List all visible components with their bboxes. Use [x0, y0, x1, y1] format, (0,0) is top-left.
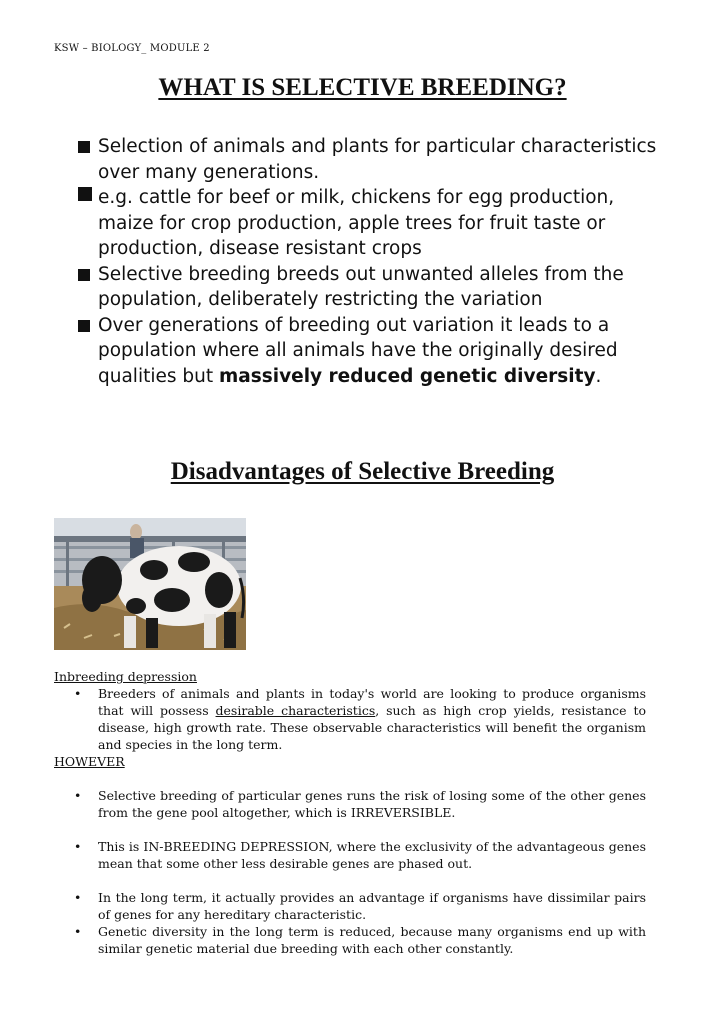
- list-item-text-end: , such as high crop yields, resistance to disease, high growth rate. These observable characteristics will benefit the organism and species in the long term.: [98, 703, 647, 752]
- inbreeding-section: [54, 668, 646, 957]
- list-item: [54, 787, 646, 821]
- list-item-text: Over generations of breeding out variation it leads to a population where all animals have the originally desired qualities but: [98, 314, 618, 387]
- list-item-text: Breeders of animals and plants in today's world are looking to produce organisms that will possess: [98, 686, 646, 718]
- bullet-dot-icon: •: [74, 788, 82, 803]
- list-item: [78, 262, 668, 313]
- square-bullet-icon: [78, 141, 90, 153]
- list-item: [54, 838, 646, 872]
- list-item-text: Selective breeding of particular genes runs the risk of losing some of the other genes from the gene pool altogether, which is IRREVERSIBLE.: [98, 788, 646, 820]
- bullet-dot-icon: •: [74, 839, 82, 854]
- list-item-text: e.g. cattle for beef or milk, chickens for egg production, maize for crop production, apple trees for fruit taste or production, disease resistant crops: [98, 187, 615, 259]
- list-item: [78, 185, 668, 262]
- list-item-text: Selective breeding breeds out unwanted alleles from the population, deliberately restricting the variation: [98, 263, 624, 310]
- however-label: HOWEVER: [54, 754, 125, 769]
- definition-list: [78, 134, 668, 389]
- section-title: Disadvantages of Selective Breeding: [170, 458, 555, 485]
- list-item: [54, 889, 646, 923]
- subheading: Inbreeding depression: [54, 669, 197, 684]
- bullet-dot-icon: •: [74, 924, 82, 939]
- bullet-dot-icon: •: [74, 686, 82, 701]
- list-item: [78, 313, 668, 390]
- list-item: [78, 134, 668, 185]
- list-item-text: In the long term, it actually provides an advantage if organisms have dissimilar pairs of genes for any hereditary characteristic.: [98, 890, 646, 922]
- square-bullet-icon: [78, 269, 90, 281]
- list-item-text-end: .: [595, 365, 602, 387]
- page-title: WHAT IS SELECTIVE BREEDING?: [158, 74, 567, 101]
- list-item-text: This is IN-BREEDING DEPRESSION, where the exclusivity of the advantageous genes mean that some other less desirable genes are phased out.: [98, 839, 646, 871]
- list-item: [54, 923, 646, 957]
- cow-photo: [54, 518, 246, 650]
- underlined-text: desirable characteristics: [215, 703, 376, 718]
- square-bullet-icon: [78, 187, 92, 201]
- bullet-dot-icon: •: [74, 890, 82, 905]
- page-header: KSW – BIOLOGY_ MODULE 2: [54, 43, 210, 54]
- list-item: [54, 685, 646, 753]
- square-bullet-icon: [78, 320, 90, 332]
- list-item-text: Genetic diversity in the long term is reduced, because many organisms end up with similar genetic material due breeding with each other constantly.: [98, 924, 646, 956]
- emphasis-text: massively reduced genetic diversity: [218, 365, 596, 387]
- list-item-text: Selection of animals and plants for particular characteristics over many generations.: [98, 136, 657, 183]
